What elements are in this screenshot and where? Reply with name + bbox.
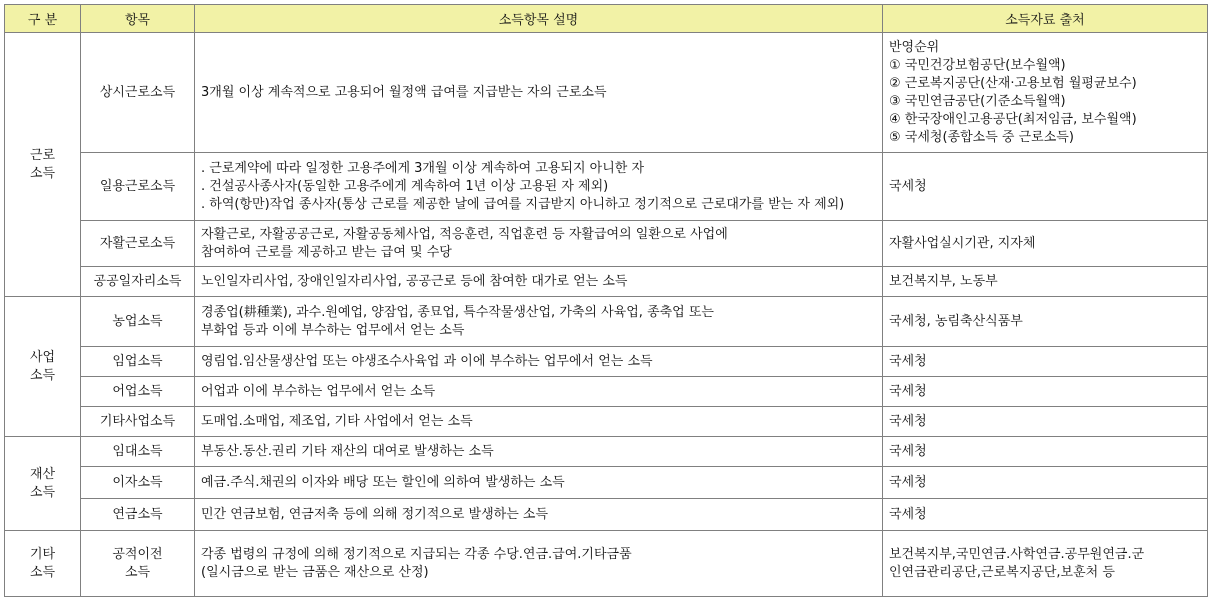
description-cell	[195, 33, 883, 153]
source-line: 보건복지부,국민연금.사학연금.공무원연금.군	[889, 546, 1145, 562]
item-cell	[81, 407, 195, 437]
item-cell	[81, 467, 195, 499]
description-cell	[195, 153, 883, 221]
item-line: 이자소득	[112, 474, 163, 490]
category-line: 근로	[29, 147, 56, 163]
source-line: 인연금관리공단,근로복지공단,보훈처 등	[889, 564, 1115, 580]
description-line: 민간 연금보험, 연금저축 등에 의해 정기적으로 발생하는 소득	[201, 506, 549, 522]
header-source: 소득자료 출처	[883, 5, 1208, 33]
item-cell	[81, 347, 195, 377]
description-cell	[195, 467, 883, 499]
item-cell	[81, 437, 195, 467]
category-line: 기타	[29, 546, 56, 562]
table-row	[5, 153, 1208, 221]
description-line: 참여하여 근로를 제공하고 받는 급여 및 수당	[201, 244, 452, 260]
source-cell	[883, 221, 1208, 267]
table-row	[5, 377, 1208, 407]
source-line: ③ 국민연금공단(기준소득월액)	[889, 93, 1066, 109]
table-row	[5, 437, 1208, 467]
item-line: 임대소득	[112, 443, 163, 459]
table-body	[5, 33, 1208, 597]
item-line: 상시근로소득	[99, 84, 176, 100]
source-line: 국세청	[889, 353, 927, 369]
source-line: 국세청	[889, 383, 927, 399]
source-line: ② 근로복지공단(산재·고용보험 월평균보수)	[889, 75, 1137, 91]
table-row	[5, 221, 1208, 267]
table-row	[5, 347, 1208, 377]
source-cell	[883, 153, 1208, 221]
source-line: 국세청	[889, 474, 927, 490]
item-line: 일용근로소득	[99, 178, 176, 194]
table-header-row	[5, 5, 1208, 33]
description-line: 경종업(耕種業), 과수.원예업, 양잠업, 종묘업, 특수작물생산업, 가축의 사육업, 종축업 또는	[201, 304, 714, 320]
description-cell	[195, 347, 883, 377]
item-cell	[81, 531, 195, 597]
source-line: ④ 한국장애인고용공단(최저임금, 보수월액)	[889, 111, 1137, 127]
source-cell	[883, 467, 1208, 499]
description-cell	[195, 499, 883, 531]
category-cell	[5, 531, 81, 597]
item-line: 기타사업소득	[99, 413, 176, 429]
description-cell	[195, 531, 883, 597]
description-line: 예금.주식.채권의 이자와 배당 또는 할인에 의하여 발생하는 소득	[201, 474, 565, 490]
item-line: 농업소득	[112, 313, 163, 329]
description-line: 어업과 이에 부수하는 업무에서 얻는 소득	[201, 383, 436, 399]
source-cell	[883, 437, 1208, 467]
source-cell	[883, 33, 1208, 153]
description-line: 도매업.소매업, 제조업, 기타 사업에서 얻는 소득	[201, 413, 473, 429]
table-row	[5, 407, 1208, 437]
category-line: 사업	[29, 349, 56, 365]
description-line: 자활근로, 자활공공근로, 자활공동체사업, 적응훈련, 직업훈련 등 자활급여의 일환으로 사업에	[201, 226, 728, 242]
item-cell	[81, 221, 195, 267]
description-line: 각종 법령의 규정에 의해 정기적으로 지급되는 각종 수당.연금.급여.기타금품	[201, 546, 632, 562]
table-row	[5, 499, 1208, 531]
source-cell	[883, 297, 1208, 347]
description-cell	[195, 267, 883, 297]
item-line: 소득	[124, 564, 151, 580]
source-line: ⑤ 국세청(종합소득 중 근로소득)	[889, 129, 1074, 145]
source-cell	[883, 347, 1208, 377]
description-cell	[195, 221, 883, 267]
category-line: 소득	[29, 367, 56, 383]
category-cell	[5, 33, 81, 297]
source-line: 국세청	[889, 413, 927, 429]
item-cell	[81, 267, 195, 297]
description-line: 영림업.임산물생산업 또는 야생조수사육업 과 이에 부수하는 업무에서 얻는 소득	[201, 353, 653, 369]
description-line: 부화업 등과 이에 부수하는 업무에서 얻는 소득	[201, 322, 465, 338]
source-cell	[883, 531, 1208, 597]
header-category: 구 분	[5, 5, 81, 33]
item-line: 연금소득	[112, 506, 163, 522]
source-cell	[883, 407, 1208, 437]
category-cell	[5, 297, 81, 437]
source-cell	[883, 267, 1208, 297]
table-row	[5, 467, 1208, 499]
item-cell	[81, 499, 195, 531]
source-line: 반영순위	[889, 39, 940, 55]
item-line: 임업소득	[112, 353, 163, 369]
item-cell	[81, 377, 195, 407]
description-cell	[195, 407, 883, 437]
category-line: 소득	[29, 165, 56, 181]
category-cell	[5, 437, 81, 531]
header-item: 항목	[81, 5, 195, 33]
source-line: 국세청	[889, 443, 927, 459]
description-line: . 근로계약에 따라 일정한 고용주에게 3개월 이상 계속하여 고용되지 아니한 자	[201, 160, 645, 176]
table-row	[5, 267, 1208, 297]
income-source-table	[4, 4, 1208, 597]
category-line: 소득	[29, 564, 56, 580]
item-line: 어업소득	[112, 383, 163, 399]
source-line: ① 국민건강보험공단(보수월액)	[889, 57, 1066, 73]
description-line: 3개월 이상 계속적으로 고용되어 월정액 급여를 지급받는 자의 근로소득	[201, 84, 607, 100]
source-cell	[883, 499, 1208, 531]
description-line: . 건설공사종사자(동일한 고용주에게 계속하여 1년 이상 고용된 자 제외)	[201, 178, 609, 194]
table-row	[5, 531, 1208, 597]
source-line: 자활사업실시기관, 지자체	[889, 235, 1036, 251]
item-line: 자활근로소득	[99, 235, 176, 251]
source-line: 국세청	[889, 506, 927, 522]
table-row	[5, 33, 1208, 153]
description-line: 부동산.동산.권리 기타 재산의 대여로 발생하는 소득	[201, 443, 494, 459]
description-cell	[195, 377, 883, 407]
category-line: 재산	[29, 466, 56, 482]
item-cell	[81, 297, 195, 347]
category-line: 소득	[29, 484, 56, 500]
description-line: 노인일자리사업, 장애인일자리사업, 공공근로 등에 참여한 대가로 얻는 소득	[201, 273, 628, 289]
source-cell	[883, 377, 1208, 407]
source-line: 국세청	[889, 178, 927, 194]
description-line: (일시금으로 받는 금품은 재산으로 산정)	[201, 564, 429, 580]
table-row	[5, 297, 1208, 347]
item-cell	[81, 33, 195, 153]
item-line: 공공일자리소득	[93, 273, 182, 289]
item-cell	[81, 153, 195, 221]
description-line: . 하역(항만)작업 종사자(통상 근로를 제공한 날에 급여를 지급받지 아니하고 정기적으로 근로대가를 받는 자 제외)	[201, 196, 845, 212]
source-line: 보건복지부, 노동부	[889, 273, 998, 289]
source-line: 국세청, 농림축산식품부	[889, 313, 1023, 329]
description-cell	[195, 437, 883, 467]
item-line: 공적이전	[112, 546, 163, 562]
header-description: 소득항목 설명	[195, 5, 883, 33]
description-cell	[195, 297, 883, 347]
